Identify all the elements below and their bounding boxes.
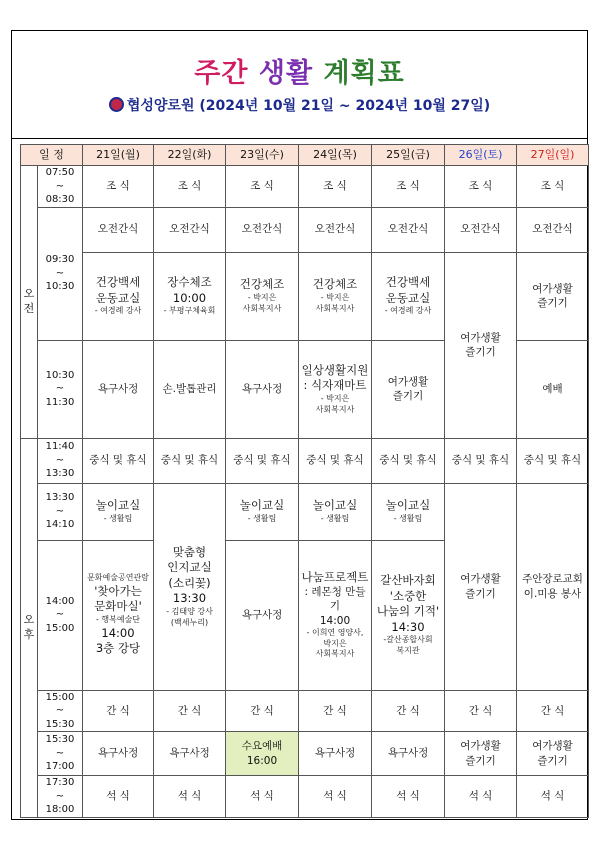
cell: 조 식 [299,166,372,208]
cell: 석 식 [372,776,445,818]
cell-highlight: 수요예배 16:00 [226,732,299,776]
cell: 욕구사정 [226,540,299,690]
cell: 욕구사정 [372,732,445,776]
cell: 오전간식 [83,207,154,252]
cell: 여가생활 즐기기 [445,252,517,438]
cell: 중식 및 휴식 [517,438,589,483]
cell: 간 식 [299,690,372,732]
schedule-document [11,30,588,820]
cell: 조 식 [372,166,445,208]
cell: 욕구사정 [226,340,299,438]
cell: 간 식 [154,690,226,732]
cell: 석 식 [154,776,226,818]
cell: 일상생활지원 : 식자재마트 - 박지은 사회복지사 [299,340,372,438]
schedule-table [20,144,589,818]
time-cell: 14:00 ~ 15:00 [38,540,83,690]
cell: 여가생활 즐기기 [372,340,445,438]
header-row [21,145,589,166]
row-pm-snack [21,690,589,732]
cell: 조 식 [226,166,299,208]
time-cell: 15:00 ~ 15:30 [38,690,83,732]
cell: 오전간식 [154,207,226,252]
time-cell: 15:30 ~ 17:00 [38,732,83,776]
cell: 간 식 [372,690,445,732]
row-am-snack [21,207,589,252]
cell: 석 식 [517,776,589,818]
cell: 조 식 [83,166,154,208]
col-mon: 21일(월) [83,145,154,166]
date-range: (2024년 10월 21일 ~ 2024년 10월 27일) [199,98,491,114]
cell: 건강백세 운동교실 - 여경례 강사 [83,252,154,340]
row-breakfast [21,166,589,208]
cell: 여가생활 즐기기 [517,252,589,340]
cell: 중식 및 휴식 [299,438,372,483]
cell: 문화예술공연관람 '찾아가는 문화마실' - 행복예술단 14:00 3층 강당 [83,540,154,690]
cell: 오전간식 [299,207,372,252]
col-sat: 26일(토) [445,145,517,166]
cell: 중식 및 휴식 [154,438,226,483]
cell: 조 식 [517,166,589,208]
time-cell: 07:50 ~ 08:30 [38,166,83,208]
cell: 놀이교실 - 생활팀 [83,483,154,540]
col-sun: 27일(일) [517,145,589,166]
cell: 오전간식 [372,207,445,252]
cell: 여가생활 즐기기 [445,483,517,690]
cell: 간 식 [83,690,154,732]
page-title: 주간 생활 계획표 [194,58,405,89]
cell: 나눔프로젝트 : 레몬청 만들기 14:00 - 이희연 영양사, 박지은 사회복지사 [299,540,372,690]
cell: 석 식 [83,776,154,818]
cell: 갈산바자회 '소중한 나눔의 기적' 14:30 -갈산종합사회 복지관 [372,540,445,690]
period-am: 오 전 [21,166,38,439]
cell: 주안장로교회 이.미용 봉사 [517,483,589,690]
cell: 손.발톱관리 [154,340,226,438]
cell: 놀이교실 - 생활팀 [299,483,372,540]
time-cell: 17:30 ~ 18:00 [38,776,83,818]
cell: 중식 및 휴식 [445,438,517,483]
cell: 맞춤형 인지교실 (소리꽃) 13:30 - 김태양 강사 (백세누리) [154,483,226,690]
cell: 중식 및 휴식 [83,438,154,483]
org-name: 협성양로원 [126,98,195,114]
period-pm: 오 후 [21,438,38,817]
cell: 여가생활 즐기기 [517,732,589,776]
col-wed: 23일(수) [226,145,299,166]
cell: 욕구사정 [83,732,154,776]
org-logo-icon [109,97,124,112]
cell: 건강백세 운동교실 - 여경례 강사 [372,252,445,340]
col-fri: 25일(금) [372,145,445,166]
row-lunch [21,438,589,483]
row-dinner [21,776,589,818]
cell: 석 식 [445,776,517,818]
cell: 건강체조 - 박지은 사회복지사 [226,252,299,340]
cell: 중식 및 휴식 [226,438,299,483]
col-tue: 22일(화) [154,145,226,166]
cell: 욕구사정 [299,732,372,776]
cell: 간 식 [226,690,299,732]
col-thu: 24일(목) [299,145,372,166]
subtitle [12,95,587,115]
row-am-program [21,252,589,340]
cell: 건강체조 - 박지은 사회복지사 [299,252,372,340]
cell: 중식 및 휴식 [372,438,445,483]
cell: 오전간식 [226,207,299,252]
time-cell: 13:30 ~ 14:10 [38,483,83,540]
time-cell: 09:30 ~ 10:30 [38,207,83,340]
cell: 예배 [517,340,589,438]
header [12,31,587,139]
cell: 조 식 [154,166,226,208]
cell: 오전간식 [445,207,517,252]
cell: 조 식 [445,166,517,208]
cell: 간 식 [517,690,589,732]
row-late-pm [21,732,589,776]
cell: 여가생활 즐기기 [445,732,517,776]
row-early-pm [21,483,589,540]
time-cell: 10:30 ~ 11:30 [38,340,83,438]
cell: 석 식 [299,776,372,818]
cell: 놀이교실 - 생활팀 [372,483,445,540]
cell: 간 식 [445,690,517,732]
cell: 오전간식 [517,207,589,252]
cell: 욕구사정 [154,732,226,776]
cell: 욕구사정 [83,340,154,438]
cell: 놀이교실 - 생활팀 [226,483,299,540]
cell: 석 식 [226,776,299,818]
cell: 장수체조 10:00 - 부평구체육회 [154,252,226,340]
time-cell: 11:40 ~ 13:30 [38,438,83,483]
col-schedule: 일 정 [21,145,83,166]
